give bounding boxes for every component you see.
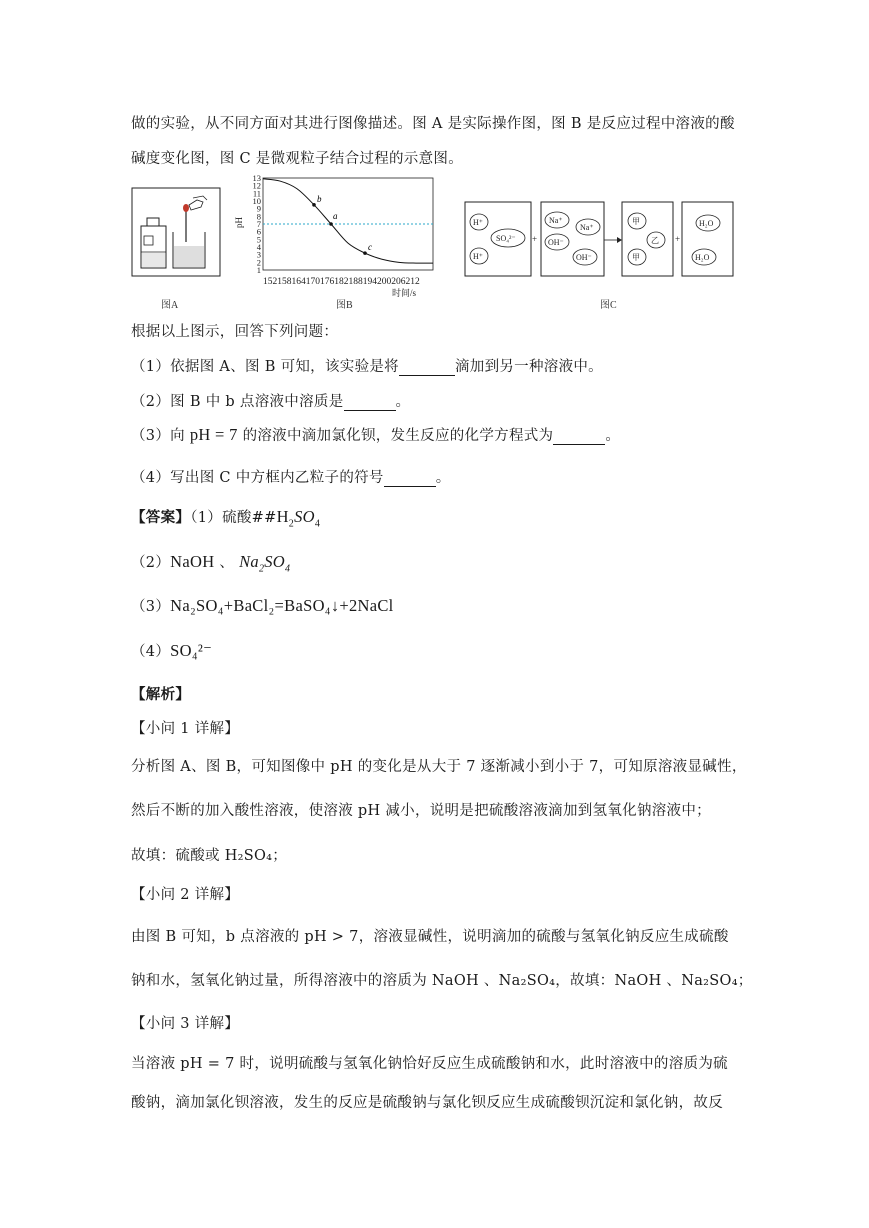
answer-4-ion: SO₄²⁻ [170,641,213,660]
question-1 [131,355,603,376]
answer-1-text: （1）硫酸## [190,510,277,526]
answer-2 [131,551,290,574]
question-3-text-b: 的溶液中滴加氯化钡，发生反应的化学方程式为 [242,428,554,444]
questions-intro: 根据以上图示，回答下列问题： [131,324,339,340]
figure-c-caption: 图C [600,300,617,311]
answer-1-formula: $H_2SO_4$ [276,507,321,530]
answer-3 [131,595,394,616]
analysis-3-line-1: 当溶液 pH = 7 时，说明硫酸与氢氧化钠恰好反应生成硫酸钠和水，此时溶液中的溶质为硫 [131,1056,728,1072]
analysis-2-line-2: 钠和水，氢氧化钠过量，所得溶液中的溶质为 NaOH 、Na₂SO₄，故填：NaOH 、Na₂SO₄； [131,973,753,989]
figure-b-caption: 图B [336,300,353,311]
analysis-1-line-3: 故填：硫酸或 H₂SO₄； [131,848,288,864]
ion-h-1: H⁺ [473,218,483,227]
particle-jia-2: 甲 [632,253,640,262]
ion-so4: SO₄²⁻ [496,234,516,243]
analysis-2-line-1: 由图 B 可知，b 点溶液的 pH > 7，溶液显碱性，说明滴加的硫酸与氢氧化钠反应生成硫酸 [131,929,729,945]
y-tick-label: 12 [252,180,261,191]
y-tick-label: 2 [256,257,261,268]
analysis-3-line-2: 酸钠，滴加氯化钡溶液，发生的反应是硫酸钠与氯化钡反应生成硫酸钡沉淀和氯化钠，故反 [131,1095,723,1111]
question-4-blank [384,470,436,487]
answer-2-sep: 、 [219,555,235,571]
question-3-text-c: 。 [605,428,621,444]
chart-ylabel: pH [234,217,244,228]
y-tick-label: 8 [256,211,261,222]
y-tick-label: 3 [256,249,261,260]
sub3-heading: 【小问 3 详解】 [131,1016,240,1032]
question-2 [131,390,410,411]
question-4 [131,466,451,487]
ion-oh-2: OH⁻ [576,253,592,262]
question-1-text-a: （1）依据图 A、图 B 可知，该实验是将 [131,359,399,375]
ion-na-2: Na⁺ [580,223,594,232]
y-tick-label: 10 [252,196,261,206]
y-tick-label: 4 [256,242,261,252]
point-b [312,203,316,207]
question-2-text-a: （2）图 B 中 b 点溶液中溶质是 [131,394,344,410]
figure-a [131,172,225,314]
answer-4-label: （4） [131,644,171,660]
plus-sign-1: + [532,234,538,244]
ph-curve [263,179,433,263]
figure-a-caption: 图A [161,300,179,311]
ion-na-1: Na⁺ [549,216,563,225]
question-3-formula: pH = 7 [189,425,238,444]
y-tick-label: 13 [252,173,261,183]
molecule-water-2: H₂O [695,253,710,262]
answer-heading: 【答案】 [131,509,191,526]
particle-jia-1: 甲 [632,217,640,226]
sub1-heading: 【小问 1 详解】 [131,721,240,737]
answer-2-naoh: NaOH [170,552,215,571]
y-tick-label: 6 [256,226,261,237]
answer-3-label: （3） [131,599,171,615]
question-2-blank [344,394,396,411]
answer-4 [131,640,212,661]
point-label-c: c [368,242,372,253]
sub2-heading: 【小问 2 详解】 [131,887,240,903]
question-3 [131,424,620,445]
point-label-b: b [317,193,322,204]
question-2-text-b: 。 [395,394,411,410]
answer-2-label: （2） [131,555,171,571]
question-1-text-b: 滴加到另一种溶液中。 [454,359,603,375]
figure-c [456,172,736,314]
y-tick-label: 11 [252,188,261,199]
ion-oh-1: OH⁻ [548,238,564,247]
answer-3-equation: Na₂SO₄+BaCl₂=BaSO₄↓+2NaCl [170,596,394,615]
question-3-blank [553,428,605,445]
ion-h-2: H⁺ [473,252,483,261]
y-tick-label: 5 [256,234,261,245]
plus-sign-2: + [675,234,681,244]
particle-yi: 乙 [651,236,659,245]
figure-b-chart [232,170,442,314]
analysis-heading: 【解析】 [131,686,191,703]
point-label-a: a [333,211,338,221]
question-3-text-a: （3）向 [131,428,185,444]
chart-xlabel: 时间/s [392,288,417,298]
question-4-text-a: （4）写出图 C 中方框内乙粒子的符号 [131,470,384,486]
answer-1 [131,506,320,529]
figure-c-box-products [622,202,673,276]
y-tick-label: 9 [256,203,261,214]
y-tick-label: 7 [256,219,261,229]
molecule-water-1: H₂O [699,219,714,228]
answer-2-na2so4: $Na_2SO_4$ [239,552,291,575]
chart-xticks: 152158164170176182188194200206212 [263,277,420,287]
analysis-1-line-2: 然后不断的加入酸性溶液，使溶液 pH 减小，说明是把硫酸溶液滴加到氢氧化钠溶液中； [131,803,711,819]
question-4-text-b: 。 [435,470,451,486]
question-1-blank [399,359,455,376]
analysis-1-line-1: 分析图 A、图 B，可知图像中 pH 的变化是从大于 7 逐渐减小到小于 7，可知原溶液显碱性， [131,759,747,775]
intro-line-2: 碱度变化图，图 C 是微观粒子结合过程的示意图。 [131,151,464,167]
y-tick-label: 1 [256,265,261,275]
intro-line-1: 做的实验，从不同方面对其进行图像描述。图 A 是实际操作图，图 B 是反应过程中溶液的酸 [131,116,735,132]
point-c [363,251,367,255]
point-a [329,222,333,226]
